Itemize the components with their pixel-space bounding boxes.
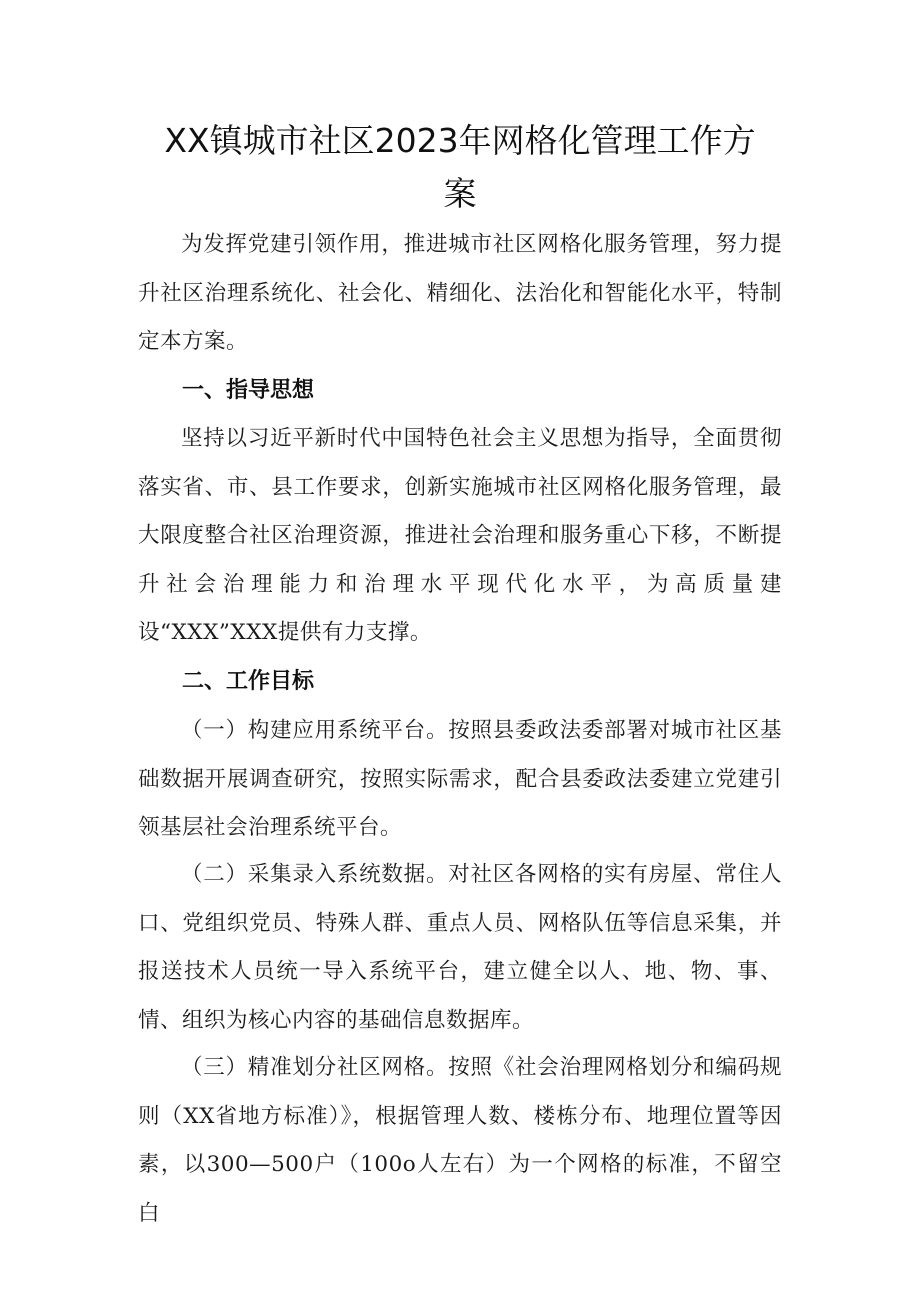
- section-heading-work-goals: 二、工作目标: [182, 669, 315, 694]
- intro-paragraph: 为发挥党建引领作用，推进城市社区网格化服务管理，努力提升社区治理系统化、社会化、精细化、法治化和智能化水平，特制定本方案。: [138, 232, 782, 354]
- document-title-line-2: 案: [443, 174, 477, 213]
- document-title-line-1: XX镇城市社区2023年网格化管理工作方: [164, 121, 756, 160]
- guiding-thought-paragraph: 坚持以习近平新时代中国特色社会主义思想为指导，全面贯彻落实省、市、县工作要求，创新实施城市社区网格化服务管理，最大限度整合社区治理资源，推进社会治理和服务重心下移，不断提升社会治理能力和治理水平现代化水平，为高质量建设“XXX”XXX提供有力支撑。: [138, 426, 782, 645]
- goal-item-1-paragraph: （一）构建应用系统平台。按照县委政法委部署对城市社区基础数据开展调查研究，按照实际需求，配合县委政法委建立党建引领基层社会治理系统平台。: [138, 718, 782, 840]
- goal-item-3-paragraph: （三）精准划分社区网格。按照《社会治理网格划分和编码规则（XX省地方标准）》，根据管理人数、楼栋分布、地理位置等因素，以300—500户（100o人左右）为一个网格的标准，不留空白: [138, 1055, 782, 1226]
- section-heading-guiding-thought: 一、指导思想: [182, 378, 315, 403]
- goal-item-2-paragraph: （二）采集录入系统数据。对社区各网格的实有房屋、常住人口、党组织党员、特殊人群、重点人员、网格队伍等信息采集，并报送技术人员统一导入系统平台，建立健全以人、地、物、事、情、组织为核心内容的基础信息数据库。: [138, 862, 782, 1033]
